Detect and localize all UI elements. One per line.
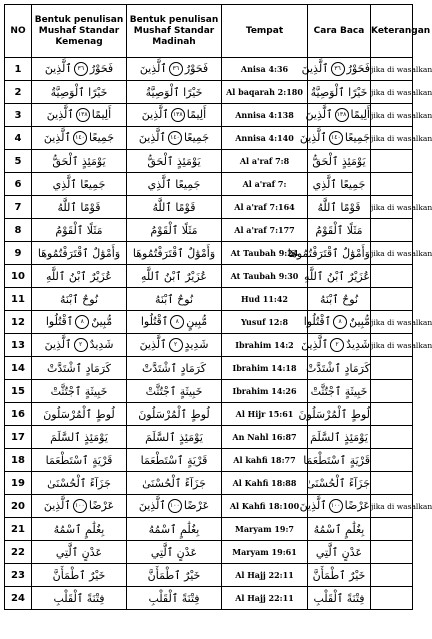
reading-cell [298,403,371,426]
arabic-text: وَأَمْوَٰلٌ ٱقْتَرَفْتُمُوهَا [132,246,216,260]
arabic-text: أَلِيمًا [350,108,370,121]
row-number: 11 [5,288,32,311]
row-number: 2 [5,81,32,104]
arabic-text: جَزَآءً ٱلْحُسْنَىٰ [306,476,370,490]
arabic-text: يَوْمَئِذٍ ٱلسَّلَمَ [145,430,203,444]
reading-cell [308,150,371,173]
reading-cell [305,104,371,127]
arabic-text: يَوْمَئِذٍ ٱلسَّلَمَ [50,430,108,444]
madinah-cell [127,449,222,472]
arabic-text: قَوْمًا ٱللَّهُ [57,200,101,214]
reading-cell [308,288,371,311]
ayah-number-marker: ١٤٠ [329,131,343,145]
kemenag-cell [32,541,127,564]
kemenag-cell [32,104,127,127]
note-cell: jika di wasalkan [371,495,413,518]
madinah-cell [127,380,222,403]
arabic-text: جَزَآءً ٱلْحُسْنَىٰ [47,476,111,490]
arabic-text: جَمِيعًا [88,131,115,144]
arabic-text-continuation: ٱلَّذِينَ [301,338,329,351]
table-row [5,449,413,472]
note-cell [371,564,413,587]
madinah-cell [127,265,222,288]
reading-cell [308,518,371,541]
madinah-cell [127,58,222,81]
madinah-cell [127,288,222,311]
reading-cell [287,242,371,265]
kemenag-cell [32,196,127,219]
arabic-text: فِتْنَةً ٱلْقَلْبِ [148,591,200,605]
table-row [5,265,413,288]
row-number: 19 [5,472,32,495]
kemenag-cell [32,564,127,587]
arabic-text: شَدِيدٍ [184,338,209,351]
arabic-text: يَوْمَئِذٍ ٱلسَّلَمَ [310,430,368,444]
location-cell: Ibrahim 14:18 [222,357,308,380]
arabic-text: مُّبِينٍ [186,315,208,328]
ayah-number-marker: ٣٦ [74,62,88,76]
madinah-cell [127,564,222,587]
arabic-text-continuation: ٱلَّذِينَ [46,108,74,121]
arabic-text: قَرْيَةٍ ٱسْتَطْعَمَا [140,453,208,467]
location-cell: Maryam 19:7 [222,518,308,541]
arabic-text-continuation: ٱلَّذِينَ [305,108,333,121]
reading-cell [299,495,371,518]
row-number: 6 [5,173,32,196]
row-number: 3 [5,104,32,127]
madinah-cell [127,587,222,610]
arabic-text: جَمِيعًا ٱلَّذِي [147,177,201,191]
row-number: 12 [5,311,32,334]
kemenag-cell [32,357,127,380]
arabic-text: خَبِيثَةٍ ٱجْتُثَّتْ [310,384,368,398]
madinah-cell [127,150,222,173]
madinah-cell [127,334,222,357]
header-row [5,5,413,58]
madinah-cell [127,127,222,150]
reading-cell [308,81,371,104]
ayah-number-marker: ٨ [170,315,184,329]
location-cell: Ibrahim 14:26 [222,380,308,403]
location-cell: Al a'raf 7:8 [222,150,308,173]
note-cell [371,541,413,564]
madinah-cell [127,196,222,219]
arabic-text: عَدْنٍ ٱلَّتِي [150,545,198,559]
arabic-text-continuation: ٱقْتُلُوا [45,315,74,328]
arabic-text: شَدِيدٌ [89,338,114,351]
arabic-text: جَزَآءً ٱلْحُسْنَىٰ [142,476,206,490]
header-keterangan: Keterangan [371,5,413,58]
location-cell: Al Hajj 22:11 [222,587,308,610]
arabic-text-continuation: ٱلَّذِينَ [43,499,71,512]
row-number: 9 [5,242,32,265]
kemenag-cell [32,242,127,265]
reading-cell [308,472,371,495]
kemenag-cell [32,472,127,495]
arabic-text-continuation: ٱلَّذِينَ [299,131,327,144]
header-kemenag: Bentuk penulisan Mushaf Standar Kemenag [32,5,127,58]
row-number: 16 [5,403,32,426]
table-row [5,472,413,495]
arabic-text-continuation: ٱلَّذِينَ [44,338,72,351]
arabic-text: أَلِيمًا [186,108,207,121]
row-number: 18 [5,449,32,472]
ayah-number-marker: ١٠٠ [168,499,182,513]
table-row [5,173,413,196]
arabic-text: فِتْنَةً ٱلْقَلْبِ [53,591,105,605]
ayah-number-marker: ٨ [333,315,347,329]
row-number: 5 [5,150,32,173]
table-row [5,587,413,610]
location-cell: Al Kahfi 18:88 [222,472,308,495]
arabic-text: عَرْضًا [344,499,370,512]
note-cell [371,380,413,403]
reading-cell [308,173,371,196]
arabic-text: خَيْرٌ ٱطْمَأَنَّ [147,568,201,582]
kemenag-cell [32,127,127,150]
reading-cell [308,219,371,242]
arabic-text: خَيْرٌ ٱطْمَأَنَّ [52,568,106,582]
header-no: NO [5,5,32,58]
arabic-text-continuation: ٱقْتُلُوا [303,315,332,328]
arabic-text: خَبِيثَةٍ ٱجْتُثَّتْ [50,384,108,398]
arabic-text: أَلِيمًا [91,108,112,121]
madinah-cell [127,426,222,449]
reading-cell [303,449,371,472]
reading-cell [301,334,371,357]
arabic-text-continuation: ٱلَّذِينَ [139,338,167,351]
arabic-text: مَثَلًا ٱلْقَوْمُ [150,223,198,237]
table-row [5,242,413,265]
row-number: 14 [5,357,32,380]
arabic-text: كَرَمَادٍ ٱشْتَدَّتْ [46,361,112,375]
arabic-text: عَدْنٍ ٱلَّتِي [315,545,363,559]
note-cell: jika di wasalkan [371,104,413,127]
note-cell: jika di wasalkan [371,311,413,334]
arabic-text-continuation: ٱلَّذِينَ [43,131,71,144]
arabic-text: عُزَيْرٌ ٱبْنُ ٱللَّهِ [304,269,370,283]
ayah-number-marker: ٣٦ [331,62,345,76]
note-cell: jika di wasalkan [371,242,413,265]
note-cell [371,357,413,380]
arabic-text-continuation: ٱلَّذِينَ [139,62,167,75]
note-cell [371,518,413,541]
ayah-number-marker: ٢ [169,338,183,352]
table-row [5,81,413,104]
madinah-cell [127,173,222,196]
table-row [5,311,413,334]
arabic-text: خَيْرًا ٱلْوَصِيَّةُ [50,85,108,99]
ayah-number-marker: ٢ [74,338,88,352]
header-cara-baca: Cara Baca [308,5,371,58]
note-cell [371,472,413,495]
location-cell: Annisa 4:138 [222,104,308,127]
table-row [5,426,413,449]
arabic-text: جَمِيعًا ٱلَّذِي [52,177,106,191]
madinah-cell [127,472,222,495]
madinah-cell [127,311,222,334]
note-cell [371,219,413,242]
arabic-text: خَبِيثَةٍ ٱجْتُثَّتْ [145,384,203,398]
arabic-text: يَوْمَئِذٍ ٱلْحَقُّ [147,154,201,168]
kemenag-cell [32,426,127,449]
ayah-number-marker: ١٣٨ [76,108,90,122]
arabic-text: مُّبِينٌ [349,315,370,328]
arabic-text: كَرَمَادٍ ٱشْتَدَّتْ [305,361,370,375]
madinah-cell [127,357,222,380]
note-cell [371,426,413,449]
note-cell: jika di wasalkan [371,127,413,150]
arabic-text: يَوْمَئِذٍ ٱلْحَقُّ [52,154,106,168]
note-cell [371,403,413,426]
row-number: 23 [5,564,32,587]
table-row [5,380,413,403]
ayah-number-marker: ١٠٠ [73,499,87,513]
arabic-text: مَثَلًا ٱلْقَوْمُ [55,223,103,237]
arabic-text: وَأَمْوَٰلٌ ٱقْتَرَفْتُمُوهَا [37,246,121,260]
arabic-text: قَرْيَةٍ ٱسْتَطْعَمَا [45,453,113,467]
arabic-text: مَثَلًا ٱلْقَوْمُ [315,223,363,237]
location-cell: Annisa 4:140 [222,127,308,150]
ayah-number-marker: ١٠٠ [329,499,343,513]
madinah-cell [127,403,222,426]
table-row [5,288,413,311]
arabic-text: نُوحٌ ٱبْنَهُ [319,292,359,306]
table-row [5,104,413,127]
table-row [5,127,413,150]
location-cell: Hud 11:42 [222,288,308,311]
note-cell [371,288,413,311]
arabic-text: خَيْرًا ٱلْوَصِيَّةُ [145,85,203,99]
location-cell: Anisa 4:36 [222,58,308,81]
madinah-cell [127,518,222,541]
kemenag-cell [32,150,127,173]
arabic-text-continuation: ٱلَّذِينَ [138,499,166,512]
arabic-text: خَيْرٌ ٱطْمَأَنَّ [312,568,366,582]
arabic-text-continuation: ٱلَّذِينَ [299,499,327,512]
reading-cell [308,426,371,449]
kemenag-cell [32,311,127,334]
reading-cell [299,127,371,150]
ayah-number-marker: ١٤٠ [73,131,87,145]
row-number: 4 [5,127,32,150]
kemenag-cell [32,449,127,472]
table-row [5,518,413,541]
arabic-text: فَحَوْرُ [184,62,209,75]
note-cell [371,449,413,472]
madinah-cell [127,81,222,104]
arabic-text: عَرْضًا [88,499,115,512]
row-number: 13 [5,334,32,357]
arabic-text: عُزَيْرٌ ٱبْنُ ٱللَّهِ [141,269,207,283]
reading-cell [308,587,371,610]
ayah-number-marker: ٢ [330,338,344,352]
comparison-table [4,4,432,610]
reading-cell [308,196,371,219]
reading-cell [305,357,371,380]
location-cell: Yusuf 12:8 [222,311,308,334]
table-row [5,403,413,426]
kemenag-cell [32,265,127,288]
location-cell: An Nahl 16:87 [222,426,308,449]
table-row [5,196,413,219]
arabic-text-continuation: ٱقْتُلُوا [140,315,169,328]
row-number: 24 [5,587,32,610]
reading-cell [308,564,371,587]
ayah-number-marker: ٣٦ [169,62,183,76]
row-number: 20 [5,495,32,518]
kemenag-cell [32,518,127,541]
table-row [5,150,413,173]
header-tempat: Tempat [222,5,308,58]
madinah-cell [127,242,222,265]
arabic-text: فَحَوْرُ [346,62,370,75]
arabic-text: فَحَوْرُ [89,62,114,75]
table-row [5,219,413,242]
arabic-text: بِغُلَٰمٍ ٱسْمُهُ [53,522,105,536]
row-number: 7 [5,196,32,219]
table-row [5,495,413,518]
reading-cell [304,265,371,288]
ayah-number-marker: ١٣٨ [335,108,349,122]
kemenag-cell [32,380,127,403]
arabic-text: عَرْضًا [183,499,210,512]
arabic-text: مُّبِينٌ [91,315,113,328]
note-cell [371,587,413,610]
table-row [5,58,413,81]
kemenag-cell [32,403,127,426]
arabic-text: شَدِيدٌ [346,338,370,351]
arabic-text: بِغُلَٰمٍ ٱسْمُهُ [313,522,365,536]
arabic-text-continuation: ٱلَّذِينَ [138,131,166,144]
location-cell: Al baqarah 2:180 [222,81,308,104]
location-cell: Al a'raf 7: [222,173,308,196]
arabic-text-continuation: ٱلَّذِينَ [301,62,329,75]
arabic-text: بِغُلَٰمٍ ٱسْمُهُ [148,522,200,536]
madinah-cell [127,541,222,564]
table-row [5,541,413,564]
header-madinah: Bentuk penulisan Mushaf Standar Madinah [127,5,222,58]
madinah-cell [127,495,222,518]
arabic-text: عَدْنٍ ٱلَّتِي [55,545,103,559]
arabic-text: قَرْيَةٍ ٱسْتَطْعَمَا [303,453,370,467]
arabic-text: كَرَمَادٍ ٱشْتَدَّتْ [141,361,207,375]
reading-cell [308,380,371,403]
table-row [5,357,413,380]
row-number: 22 [5,541,32,564]
location-cell: Al kahfi 18:77 [222,449,308,472]
kemenag-cell [32,495,127,518]
table-row [5,564,413,587]
madinah-cell [127,219,222,242]
note-cell [371,173,413,196]
row-number: 1 [5,58,32,81]
note-cell: jika di wasalkan [371,196,413,219]
kemenag-cell [32,288,127,311]
kemenag-cell [32,173,127,196]
location-cell: Ibrahim 14:2 [222,334,308,357]
arabic-text: وَأَمْوَٰلٌ ٱقْتَرَفْتُمُوهَا [287,246,370,260]
kemenag-cell [32,587,127,610]
arabic-text: خَيْرًا ٱلْوَصِيَّةُ [310,85,368,99]
arabic-text: لُوطٍ ٱلْمُرْسَلُونَ [138,407,210,421]
arabic-text: قَوْمًا ٱللَّهُ [317,200,361,214]
ayah-number-marker: ٨ [75,315,89,329]
arabic-text: جَمِيعًا [344,131,370,144]
arabic-text: فِتْنَةً ٱلْقَلْبِ [313,591,365,605]
reading-cell [301,58,371,81]
madinah-cell [127,104,222,127]
note-cell: jika di wasalkan [371,58,413,81]
reading-cell [308,541,371,564]
kemenag-cell [32,334,127,357]
location-cell: Al a'raf 7:177 [222,219,308,242]
note-cell [371,150,413,173]
arabic-text: قَوْمًا ٱللَّهُ [152,200,196,214]
table-row [5,334,413,357]
location-cell: Al Hajj 22:11 [222,564,308,587]
row-number: 8 [5,219,32,242]
arabic-text: لُوطٍ ٱلْمُرْسَلُونَ [298,407,370,421]
ayah-number-marker: ١٤٠ [168,131,182,145]
kemenag-cell [32,219,127,242]
arabic-text-continuation: ٱلَّذِينَ [141,108,169,121]
ayah-number-marker: ١٣٨ [171,108,185,122]
arabic-text: عُزَيْرٌ ٱبْنُ ٱللَّهِ [46,269,112,283]
note-cell: jika di wasalkan [371,81,413,104]
arabic-text: نُوحٌ ٱبْنَهُ [154,292,194,306]
arabic-text: يَوْمَئِذٍ ٱلْحَقُّ [312,154,366,168]
location-cell: Al Kahfi 18:100 [222,495,308,518]
arabic-text: نُوحٌ ٱبْنَهُ [59,292,99,306]
reading-cell [303,311,371,334]
row-number: 17 [5,426,32,449]
location-cell: Al a'raf 7:164 [222,196,308,219]
note-cell: jika di wasalkan [371,334,413,357]
row-number: 15 [5,380,32,403]
kemenag-cell [32,58,127,81]
row-number: 21 [5,518,32,541]
location-cell: Maryam 19:61 [222,541,308,564]
kemenag-cell [32,81,127,104]
row-number: 10 [5,265,32,288]
location-cell: At Taubah 9:30 [222,265,308,288]
arabic-text: لُوطٍ ٱلْمُرْسَلُونَ [43,407,115,421]
arabic-text: جَمِيعًا [183,131,210,144]
location-cell: At Taubah 9:24 [222,242,308,265]
location-cell: Al Hijr 15:61 [222,403,308,426]
arabic-text-continuation: ٱلَّذِينَ [44,62,72,75]
note-cell [371,265,413,288]
arabic-text: جَمِيعًا ٱلَّذِي [312,177,366,191]
